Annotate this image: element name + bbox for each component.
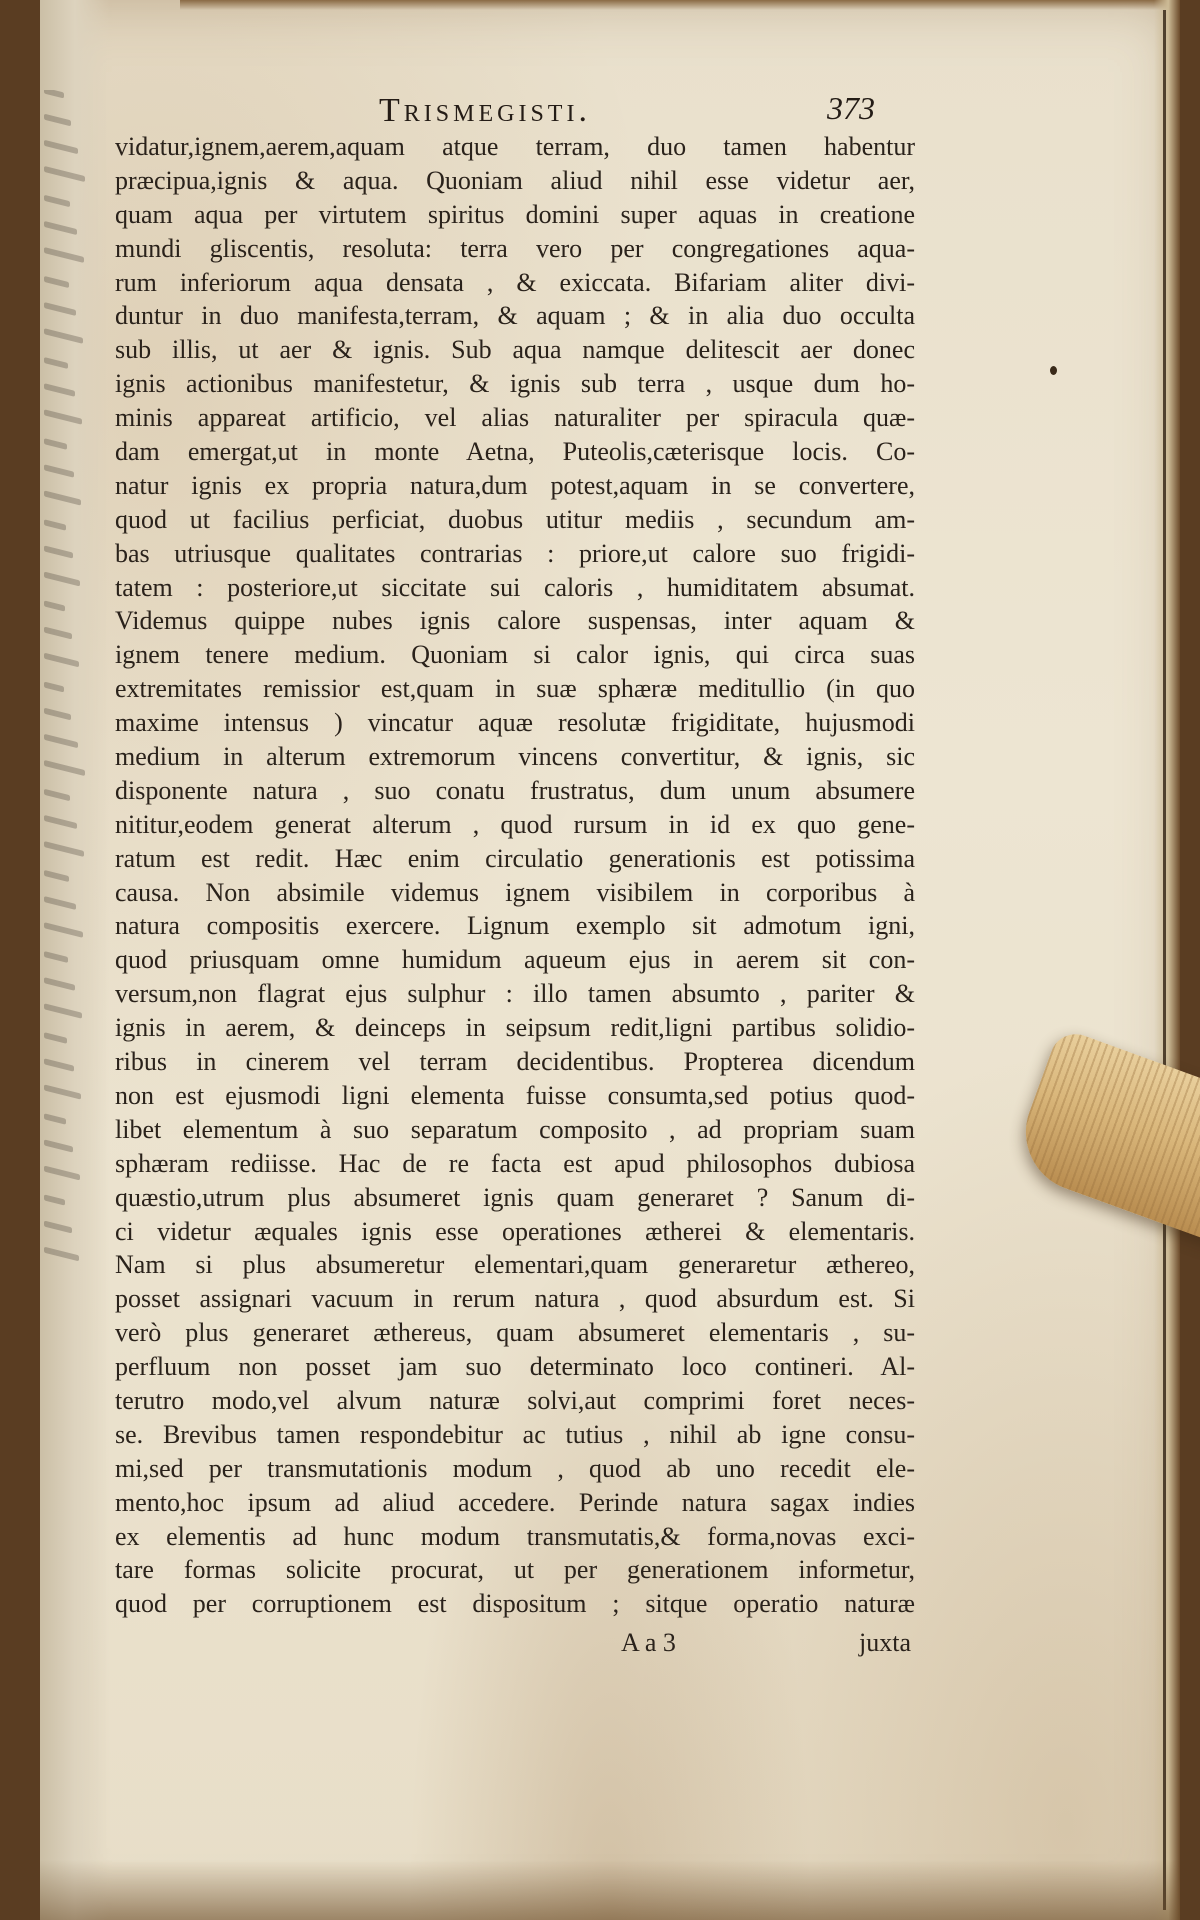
- page-number: 373: [827, 90, 875, 126]
- page-top-edge: [180, 0, 1180, 10]
- show-through-mark: [44, 734, 78, 748]
- show-through-mark: [44, 464, 74, 477]
- text-line: ignem tenere medium. Quoniam si calor ignis, qui circa suas: [115, 640, 915, 670]
- show-through-mark: [44, 276, 69, 288]
- show-through-mark: [44, 627, 72, 640]
- text-line: verò plus generaret æthereus, quam absumeret elementaris , su-: [115, 1318, 915, 1348]
- text-line: Nam si plus absumeretur elementari,quam generaretur æthereo,: [115, 1250, 915, 1280]
- text-line: quod priusquam omne humidum aqueum ejus in aerem sit con-: [115, 945, 915, 975]
- text-line: maxime intensus ) vincatur aquæ resolutæ frigiditate, hujusmodi: [115, 708, 915, 738]
- show-through-mark: [44, 409, 82, 424]
- text-line: Videmus quippe nubes ignis calore suspensas, inter aquam &: [115, 606, 915, 636]
- show-through-text: [44, 90, 90, 1590]
- show-through-mark: [44, 789, 70, 801]
- show-through-mark: [44, 870, 69, 882]
- ink-speck: [1050, 366, 1057, 375]
- running-title: Trismegisti.: [379, 92, 591, 129]
- show-through-mark: [44, 1166, 80, 1181]
- show-through-mark: [44, 166, 85, 182]
- show-through-mark: [44, 1247, 79, 1262]
- text-line: quæstio,utrum plus absumeret ignis quam generaret ? Sanum di-: [115, 1182, 915, 1212]
- show-through-mark: [44, 519, 66, 530]
- text-line: non est ejusmodi ligni elementa fuisse consumta,sed potius quod-: [115, 1080, 915, 1110]
- bottom-stain: [40, 1860, 1180, 1920]
- text-line: quod ut facilius perficiat, duobus utitur mediis , secundum am-: [115, 504, 915, 534]
- show-through-mark: [44, 545, 73, 558]
- show-through-mark: [44, 977, 75, 991]
- text-line: duntur in duo manifesta,terram, & aquam ; & in alia duo occulta: [115, 301, 915, 331]
- text-line: ignis in aerem, & deinceps in seipsum redit,ligni partibus solidio-: [115, 1013, 915, 1043]
- show-through-mark: [44, 682, 64, 693]
- show-through-mark: [44, 922, 83, 938]
- text-line: tatem : posteriore,ut siccitate sui caloris , humiditatem absumat.: [115, 572, 915, 602]
- page-edge-rule: [1163, 10, 1166, 1910]
- text-line: sphæram rediisse. Hac de re facta est apud philosophos dubiosa: [115, 1148, 915, 1178]
- show-through-mark: [44, 328, 83, 344]
- text-line: quam aqua per virtutem spiritus domini super aquas in creatione: [115, 199, 915, 229]
- text-line: ex elementis ad hunc modum transmutatis,& forma,novas exci-: [115, 1521, 915, 1551]
- text-line: medium in alterum extremorum vincens convertitur, & ignis, sic: [115, 742, 915, 772]
- text-line: libet elementum à suo separatum composito , ad propriam suam: [115, 1114, 915, 1144]
- text-line: minis appareat artificio, vel alias naturaliter per spiracula quæ-: [115, 403, 915, 433]
- text-line: versum,non flagrat ejus sulphur : illo tamen absumto , pariter &: [115, 979, 915, 1009]
- text-line: mento,hoc ipsum ad aliud accedere. Perinde natura sagax indies: [115, 1487, 915, 1517]
- text-line: dam emergat,ut in monte Aetna, Puteolis,cæterisque locis. Co-: [115, 437, 915, 467]
- show-through-mark: [44, 760, 85, 776]
- show-through-mark: [44, 438, 67, 450]
- signature-mark: A a 3: [621, 1628, 676, 1657]
- text-line: extremitates remissior est,quam in suæ sphæræ meditullio (in quo: [115, 674, 915, 704]
- show-through-mark: [44, 1084, 81, 1099]
- show-through-mark: [44, 1221, 72, 1234]
- text-line: præcipua,ignis & aqua. Quoniam aliud nihil esse videtur aer,: [115, 165, 915, 195]
- show-through-mark: [44, 1032, 67, 1044]
- text-line: disponente natura , suo conatu frustratus, dum unum absumere: [115, 775, 915, 805]
- book-page: [40, 0, 1180, 1920]
- show-through-mark: [44, 572, 80, 587]
- show-through-mark: [44, 1194, 65, 1205]
- show-through-mark: [44, 1139, 73, 1152]
- show-through-mark: [44, 841, 84, 857]
- show-through-mark: [44, 600, 65, 611]
- show-through-mark: [44, 1003, 82, 1018]
- text-line: natura compositis exercere. Lignum exemplo sit admotum igni,: [115, 911, 915, 941]
- text-line: ignis actionibus manifestetur, & ignis sub terra , usque dum ho-: [115, 369, 915, 399]
- show-through-mark: [44, 1113, 66, 1124]
- show-through-mark: [44, 302, 76, 316]
- show-through-mark: [44, 708, 71, 721]
- text-line: ribus in cinerem vel terram decidentibus. Propterea dicendum: [115, 1047, 915, 1077]
- text-line: se. Brevibus tamen respondebitur ac tutius , nihil ab igne consu-: [115, 1419, 915, 1449]
- show-through-mark: [44, 653, 79, 668]
- show-through-mark: [44, 221, 77, 235]
- text-line: bas utriusque qualitates contrarias : priore,ut calore suo frigidi-: [115, 538, 915, 568]
- text-line: mundi gliscentis, resoluta: terra vero per congregationes aqua-: [115, 233, 915, 263]
- text-line: terutro modo,vel alvum naturæ solvi,aut comprimi foret neces-: [115, 1385, 915, 1415]
- show-through-mark: [44, 357, 68, 369]
- show-through-mark: [44, 247, 84, 263]
- show-through-mark: [44, 114, 71, 127]
- text-line: ratum est redit. Hæc enim circulatio generationis est potissima: [115, 843, 915, 873]
- text-line: nititur,eodem generat alterum , quod rursum in id ex quo gene-: [115, 809, 915, 839]
- show-through-mark: [44, 195, 70, 207]
- text-line: rum inferiorum aqua densata , & exiccata. Bifariam aliter divi-: [115, 267, 915, 297]
- text-line: quod per corruptionem est dispositum ; sitque operatio naturæ: [115, 1589, 915, 1619]
- text-line: mi,sed per transmutationis modum , quod ab uno recedit ele-: [115, 1453, 915, 1483]
- show-through-mark: [44, 1058, 74, 1071]
- show-through-mark: [44, 90, 64, 98]
- show-through-mark: [44, 951, 68, 963]
- show-through-mark: [44, 490, 81, 505]
- text-line: perfluum non posset jam suo determinato loco contineri. Al-: [115, 1352, 915, 1382]
- text-line: ci videtur æquales ignis esse operationes ætherei & elementaris.: [115, 1216, 915, 1246]
- page-right-edge: [1154, 0, 1180, 1920]
- catchword: juxta: [859, 1628, 911, 1657]
- text-line: causa. Non absimile videmus ignem visibilem in corporibus à: [115, 877, 915, 907]
- body-text: [115, 130, 915, 1621]
- text-line: vidatur,ignem,aerem,aquam atque terram, duo tamen habentur: [115, 132, 915, 161]
- text-line: natur ignis ex propria natura,dum potest,aquam in se convertere,: [115, 470, 915, 500]
- text-line: sub illis, ut aer & ignis. Sub aqua namque delitescit aer donec: [115, 335, 915, 365]
- show-through-mark: [44, 896, 76, 910]
- show-through-mark: [44, 815, 77, 829]
- show-through-mark: [44, 140, 78, 154]
- text-line: tare formas solicite procurat, ut per generationem informetur,: [115, 1555, 915, 1585]
- show-through-mark: [44, 383, 75, 397]
- footer-line: [115, 1628, 915, 1664]
- text-line: posset assignari vacuum in rerum natura , quod absurdum est. Si: [115, 1284, 915, 1314]
